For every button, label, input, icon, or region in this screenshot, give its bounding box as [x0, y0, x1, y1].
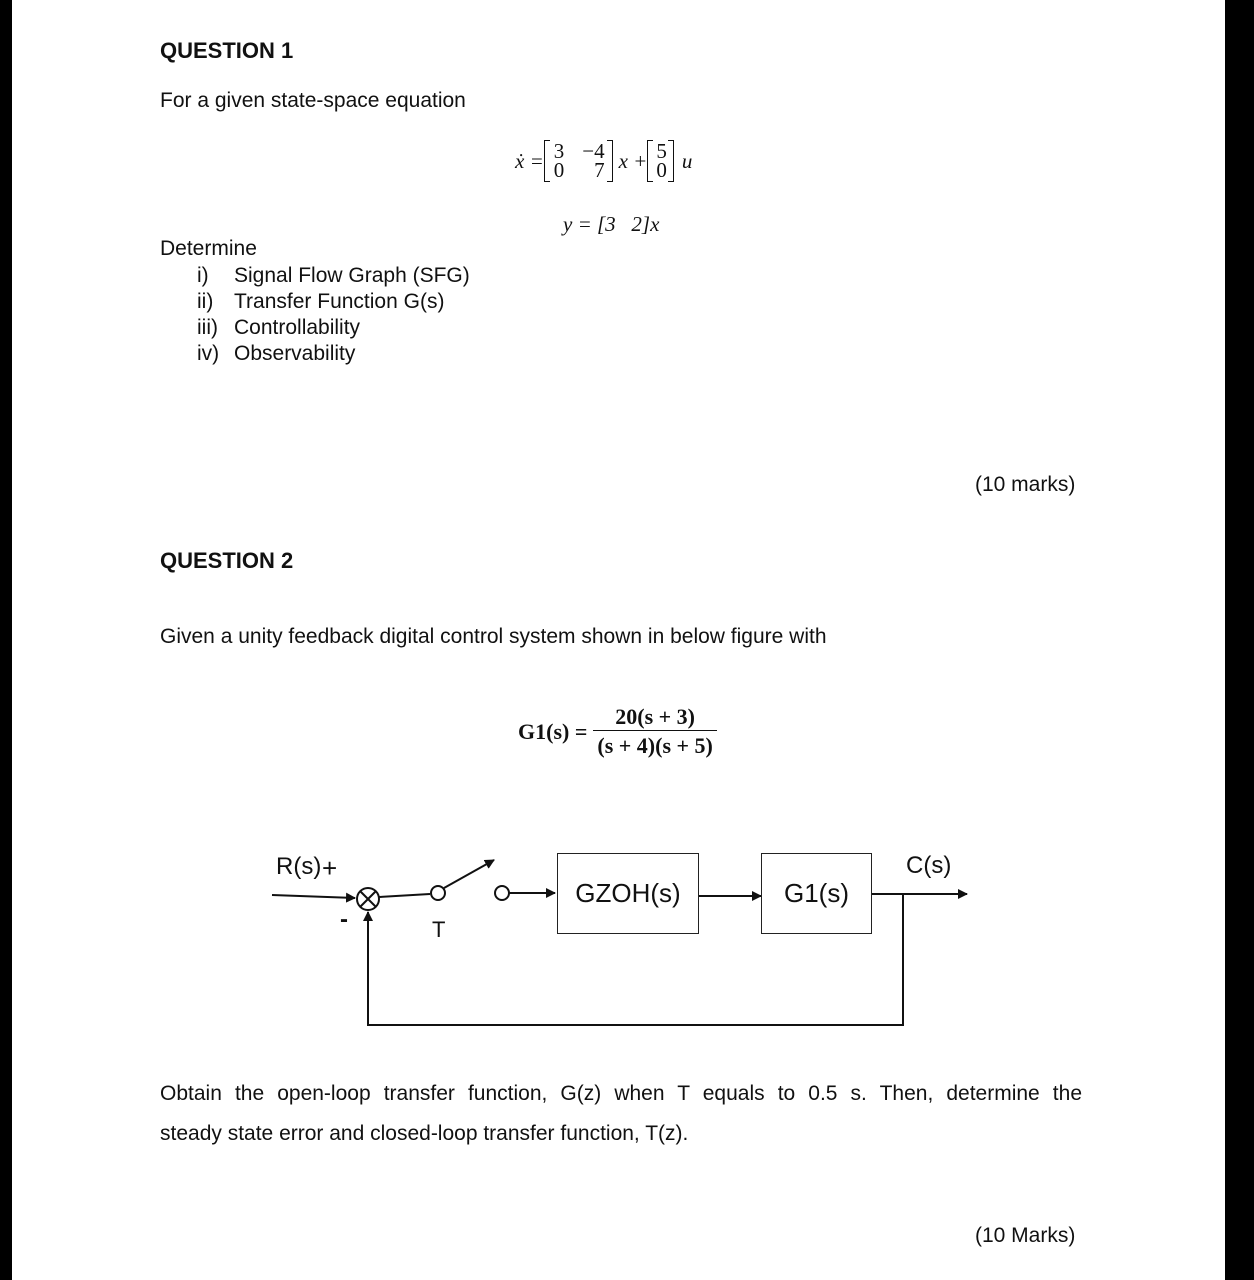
question-2-task-line-1: Obtain the open-loop transfer function, G(z) when T equals to 0.5 s. Then, determine the	[160, 1082, 1082, 1105]
matrix-a-cell: 7	[594, 158, 605, 182]
sampler-switch	[431, 860, 509, 900]
list-item: iv) Observability	[197, 342, 356, 365]
output-label: C(s)	[906, 852, 952, 879]
g1-lhs: G1(s) =	[518, 718, 588, 744]
list-item: iii) Controllability	[197, 316, 361, 339]
input-arrow	[272, 895, 355, 898]
g1-numerator: 20(s + 3)	[615, 704, 695, 729]
list-item: ii) Transfer Function G(s)	[197, 290, 445, 313]
matrix-b-cell: 0	[656, 158, 667, 182]
question-1-marks: (10 marks)	[975, 473, 1076, 496]
g1-block: G1(s)	[761, 853, 872, 934]
matrix-b-cell: 5	[656, 139, 667, 163]
document-page	[12, 0, 1225, 1280]
minus-sign: -	[340, 906, 348, 933]
matrix-a-cell: −4	[582, 139, 605, 163]
sampler-label: T	[432, 917, 446, 942]
matrix-a-cell: 0	[553, 158, 565, 182]
summing-junction	[357, 888, 379, 910]
state-equation-mid: x +	[618, 148, 648, 173]
state-equation-lhs: ẋ =	[515, 148, 544, 173]
determine-label: Determine	[160, 237, 257, 260]
question-2-marks: (10 Marks)	[975, 1224, 1076, 1247]
question-1-heading: QUESTION 1	[160, 38, 294, 63]
matrix-a-cell: 3	[553, 139, 565, 163]
zoh-block: GZOH(s)	[557, 853, 699, 934]
question-2-task-line-2: steady state error and closed-loop transfer function, T(z).	[160, 1122, 689, 1145]
question-2-intro: Given a unity feedback digital control system shown in below figure with	[160, 625, 827, 648]
input-label: R(s)	[276, 853, 322, 880]
question-1-intro: For a given state-space equation	[160, 89, 466, 112]
list-item: i) Signal Flow Graph (SFG)	[197, 264, 470, 287]
plus-sign: +	[322, 853, 338, 883]
question-2-heading: QUESTION 2	[160, 548, 294, 573]
g1-denominator: (s + 4)(s + 5)	[593, 730, 717, 759]
output-equation: y = [3 2]x	[563, 212, 660, 236]
state-equation-rhs: u	[681, 148, 693, 173]
